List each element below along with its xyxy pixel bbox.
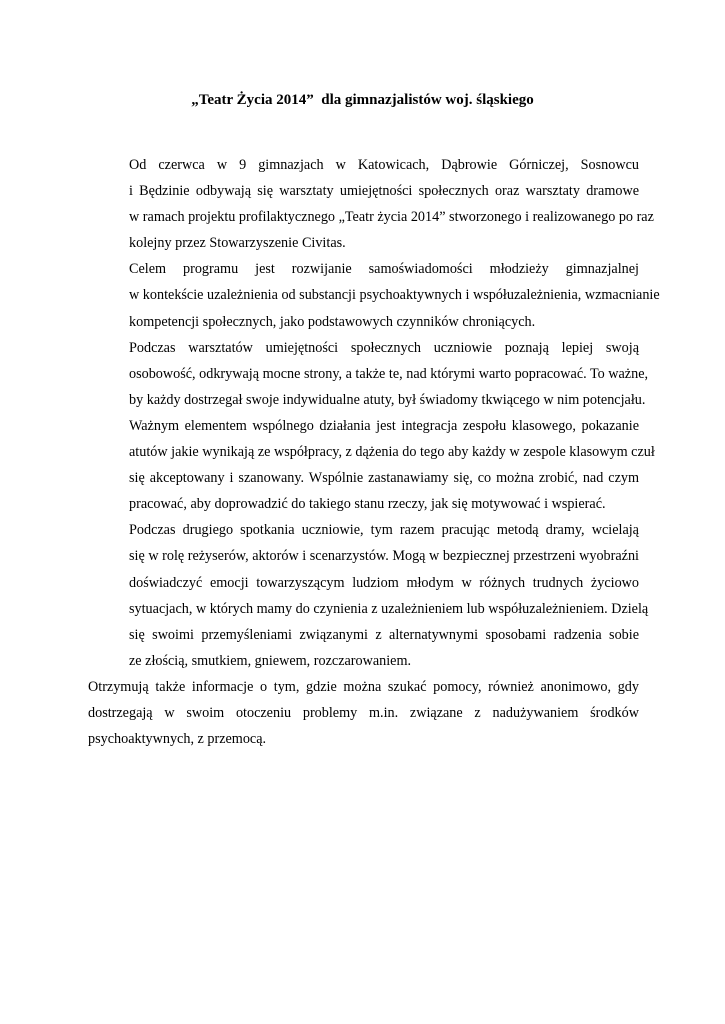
- document-body: [88, 152, 660, 752]
- text-line: doświadczyć emocji towarzyszącym ludziom młodym w różnych trudnych życiowo: [129, 574, 639, 591]
- text-line: w kontekście uzależnienia od substancji psychoaktywnych i współuzależnienia, wzmacnianie: [129, 287, 660, 304]
- text-line: ze złością, smutkiem, gniewem, rozczarowaniem.: [129, 652, 412, 669]
- text-line: się akceptowany i szanowany. Wspólnie zastanawiamy się, co można zrobić, nad czym: [129, 470, 639, 487]
- text-line: kolejny przez Stowarzyszenie Civitas.: [129, 235, 346, 252]
- document-title: „Teatr Życia 2014” dla gimnazjalistów woj. śląskiego: [191, 92, 534, 108]
- text-line: sytuacjach, w których mamy do czynienia z uzależnieniem lub współuzależnieniem. Dzielą: [129, 600, 649, 617]
- text-line: osobowość, odkrywają mocne strony, a także te, nad którymi warto popracować. To ważne,: [129, 365, 649, 382]
- paragraph-2: [88, 256, 660, 334]
- text-line: Podczas warsztatów umiejętności społecznych uczniowie poznają lepiej swoją: [129, 339, 639, 356]
- paragraph-3: [88, 335, 655, 518]
- text-line: by każdy dostrzegał swoje indywidualne atuty, był świadomy tkwiącego w nim potencjału.: [129, 391, 646, 408]
- text-line: atutów jakie wynikają ze współpracy, z dążenia do tego aby każdy w zespole klasowym czuł: [129, 444, 655, 461]
- text-line: psychoaktywnych, z przemocą.: [88, 731, 267, 748]
- paragraph-5: [88, 674, 639, 752]
- text-line: dostrzegają w swoim otoczeniu problemy m.in. związane z nadużywaniem środków: [88, 704, 639, 721]
- text-line: Od czerwca w 9 gimnazjach w Katowicach, Dąbrowie Górniczej, Sosnowcu: [129, 157, 639, 173]
- text-line: Ważnym elementem wspólnego działania jest integracja zespołu klasowego, pokazanie: [129, 417, 639, 434]
- text-line: Celem programu jest rozwijanie samoświadomości młodzieży gimnazjalnej: [129, 261, 639, 278]
- text-line: Podczas drugiego spotkania uczniowie, tym razem pracując metodą dramy, wcielają: [129, 522, 639, 539]
- text-line: kompetencji społecznych, jako podstawowych czynników chroniących.: [129, 313, 536, 330]
- paragraph-1: [88, 152, 654, 256]
- text-line: i Będzinie odbywają się warsztaty umiejętności społecznych oraz warsztaty dramowe: [129, 183, 639, 200]
- text-line: w ramach projektu profilaktycznego „Teatr życia 2014” stworzonego i realizowanego po raz: [129, 209, 654, 226]
- paragraph-4: [88, 517, 649, 674]
- text-line: się swoimi przemyśleniami związanymi z alternatywnymi sposobami radzenia sobie: [129, 626, 639, 643]
- text-line: pracować, aby doprowadzić do takiego stanu rzeczy, jak się motywować i wspierać.: [129, 496, 606, 513]
- text-line: się w rolę reżyserów, aktorów i scenarzystów. Mogą w bezpiecznej przestrzeni wyobraźni: [129, 548, 639, 565]
- text-line: Otrzymują także informacje o tym, gdzie można szukać pomocy, również anonimowo, gdy: [88, 678, 639, 695]
